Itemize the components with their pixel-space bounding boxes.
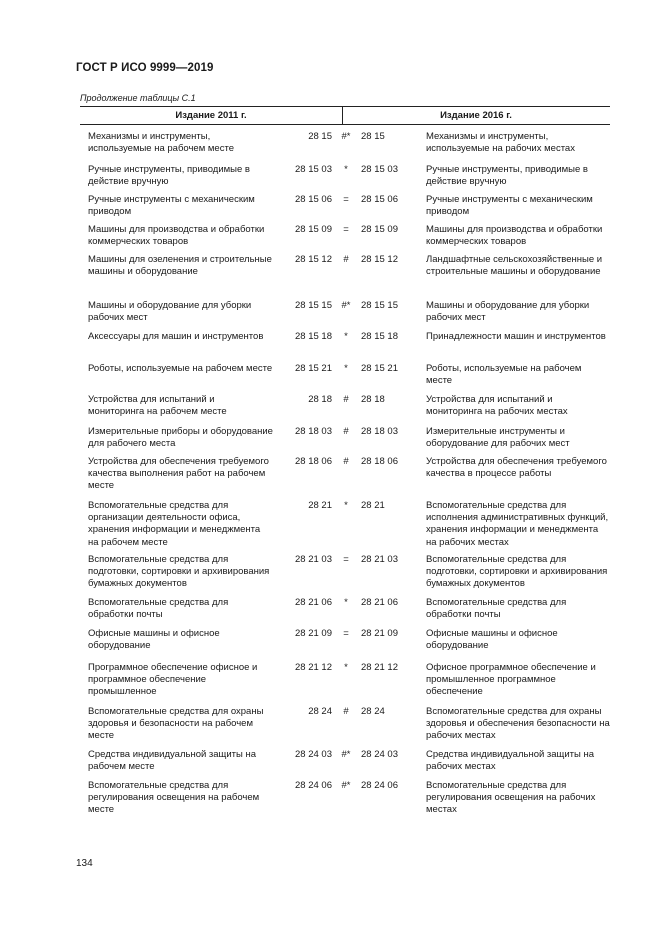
old-description: Вспомогательные средства для подготовки, сортировки и архивирования бумажных документов [88,554,270,590]
new-code: 28 15 09 [361,224,398,235]
new-description: Роботы, используемые на рабочем месте [426,363,582,387]
new-code: 28 18 03 [361,426,398,437]
old-description: Средства индивидуальной защиты на рабочем месте [88,749,257,773]
old-code: 28 24 06 [295,780,332,791]
old-code: 28 15 [308,131,332,142]
old-code: 28 21 [308,500,332,511]
change-mark: # [343,456,349,467]
change-mark: = [343,554,349,565]
new-code: 28 21 03 [361,554,398,565]
change-mark: #* [341,300,351,311]
old-code: 28 18 [308,394,332,405]
old-code: 28 24 [308,706,332,717]
new-description: Вспомогательные средства для подготовки, сортировки и архивирования бумажных документов [426,554,608,590]
old-description: Устройства для испытаний и мониторинга на рабочем месте [88,394,227,418]
old-description: Вспомогательные средства для организации деятельности офиса, хранения информации и менеджмента на рабочем месте [88,500,261,548]
new-description: Механизмы и инструменты, используемые на рабочих местах [426,131,575,155]
new-code: 28 24 [361,706,385,717]
old-description: Машины для производства и обработки коммерческих товаров [88,224,265,248]
change-mark: * [344,164,348,175]
old-code: 28 24 03 [295,749,332,760]
change-mark: # [343,394,349,405]
old-code: 28 15 18 [295,331,332,342]
old-description: Машины и оборудование для уборки рабочих мест [88,300,252,324]
old-description: Механизмы и инструменты, используемые на рабочем месте [88,131,234,155]
new-code: 28 21 [361,500,385,511]
old-description: Вспомогательные средства для регулирования освещения на рабочем месте [88,780,260,816]
old-code: 28 15 09 [295,224,332,235]
new-code: 28 18 06 [361,456,398,467]
new-description: Машины для производства и обработки коммерческих товаров [426,224,603,248]
old-description: Машины для озеленения и строительные машины и оборудование [88,254,272,278]
new-description: Офисные машины и офисное оборудование [426,628,558,652]
new-code: 28 18 [361,394,385,405]
new-code: 28 21 09 [361,628,398,639]
new-code: 28 15 18 [361,331,398,342]
new-description: Вспомогательные средства для обработки почты [426,597,567,621]
old-code: 28 15 15 [295,300,332,311]
change-mark: * [344,500,348,511]
new-code: 28 15 06 [361,194,398,205]
new-description: Устройства для обеспечения требуемого качества в процессе работы [426,456,607,480]
change-mark: * [344,662,348,673]
new-code: 28 15 12 [361,254,398,265]
old-code: 28 15 12 [295,254,332,265]
page-number: 134 [76,858,93,869]
new-description: Измерительные инструменты и оборудование для рабочих мест [426,426,570,450]
change-mark: #* [341,749,351,760]
new-description: Вспомогательные средства для охраны здоровья и обеспечения безопасности на рабочих местах [426,706,610,742]
new-code: 28 15 [361,131,385,142]
new-code: 28 21 06 [361,597,398,608]
new-code: 28 24 03 [361,749,398,760]
correspondence-table [80,106,610,816]
old-code: 28 21 06 [295,597,332,608]
change-mark: # [343,254,349,265]
old-code: 28 18 06 [295,456,332,467]
old-description: Вспомогательные средства для охраны здоровья и безопасности на рабочем месте [88,706,264,742]
old-code: 28 21 12 [295,662,332,673]
change-mark: # [343,706,349,717]
new-description: Вспомогательные средства для исполнения административных функций, хранения информации и менеджмента на рабочих местах [426,500,609,548]
new-code: 28 15 03 [361,164,398,175]
change-mark: * [344,597,348,608]
new-code: 28 15 21 [361,363,398,374]
change-mark: #* [341,780,351,791]
old-code: 28 15 03 [295,164,332,175]
change-mark: * [344,363,348,374]
change-mark: * [344,331,348,342]
old-description: Ручные инструменты, приводимые в действие вручную [88,164,250,188]
new-description: Вспомогательные средства для регулирования освещения на рабочих местах [426,780,596,816]
old-description: Офисные машины и офисное оборудование [88,628,220,652]
old-description: Роботы, используемые на рабочем месте [88,363,273,374]
change-mark: = [343,194,349,205]
new-description: Принадлежности машин и инструментов [426,331,606,342]
old-description: Измерительные приборы и оборудование для рабочего места [88,426,273,450]
old-code: 28 15 06 [295,194,332,205]
change-mark: = [343,224,349,235]
table-caption: Продолжение таблицы С.1 [80,93,196,103]
old-code: 28 21 03 [295,554,332,565]
new-description: Офисное программное обеспечение и промышленное программное обеспечение [426,662,596,698]
new-description: Ландшафтные сельскохозяйственные и строительные машины и оборудование [426,254,603,278]
new-description: Машины и оборудование для уборки рабочих мест [426,300,590,324]
old-description: Программное обеспечение офисное и программное обеспечение промышленное [88,662,258,698]
new-code: 28 24 06 [361,780,398,791]
old-description: Аксессуары для машин и инструментов [88,331,264,342]
change-mark: = [343,628,349,639]
document-title: ГОСТ Р ИСО 9999—2019 [76,62,214,74]
old-description: Ручные инструменты с механическим приводом [88,194,255,218]
new-description: Ручные инструменты, приводимые в действие вручную [426,164,588,188]
old-code: 28 15 21 [295,363,332,374]
change-mark: #* [341,131,351,142]
new-code: 28 15 15 [361,300,398,311]
change-mark: # [343,426,349,437]
old-description: Вспомогательные средства для обработки почты [88,597,229,621]
column-header-2011: Издание 2011 г. [175,110,247,121]
old-code: 28 21 09 [295,628,332,639]
old-description: Устройства для обеспечения требуемого качества выполнения работ на рабочем месте [88,456,269,492]
new-code: 28 21 12 [361,662,398,673]
new-description: Устройства для испытаний и мониторинга на рабочих местах [426,394,568,418]
new-description: Ручные инструменты с механическим приводом [426,194,593,218]
column-header-2016: Издание 2016 г. [440,110,512,121]
old-code: 28 18 03 [295,426,332,437]
table-header [80,106,610,125]
new-description: Средства индивидуальной защиты на рабочих местах [426,749,595,773]
